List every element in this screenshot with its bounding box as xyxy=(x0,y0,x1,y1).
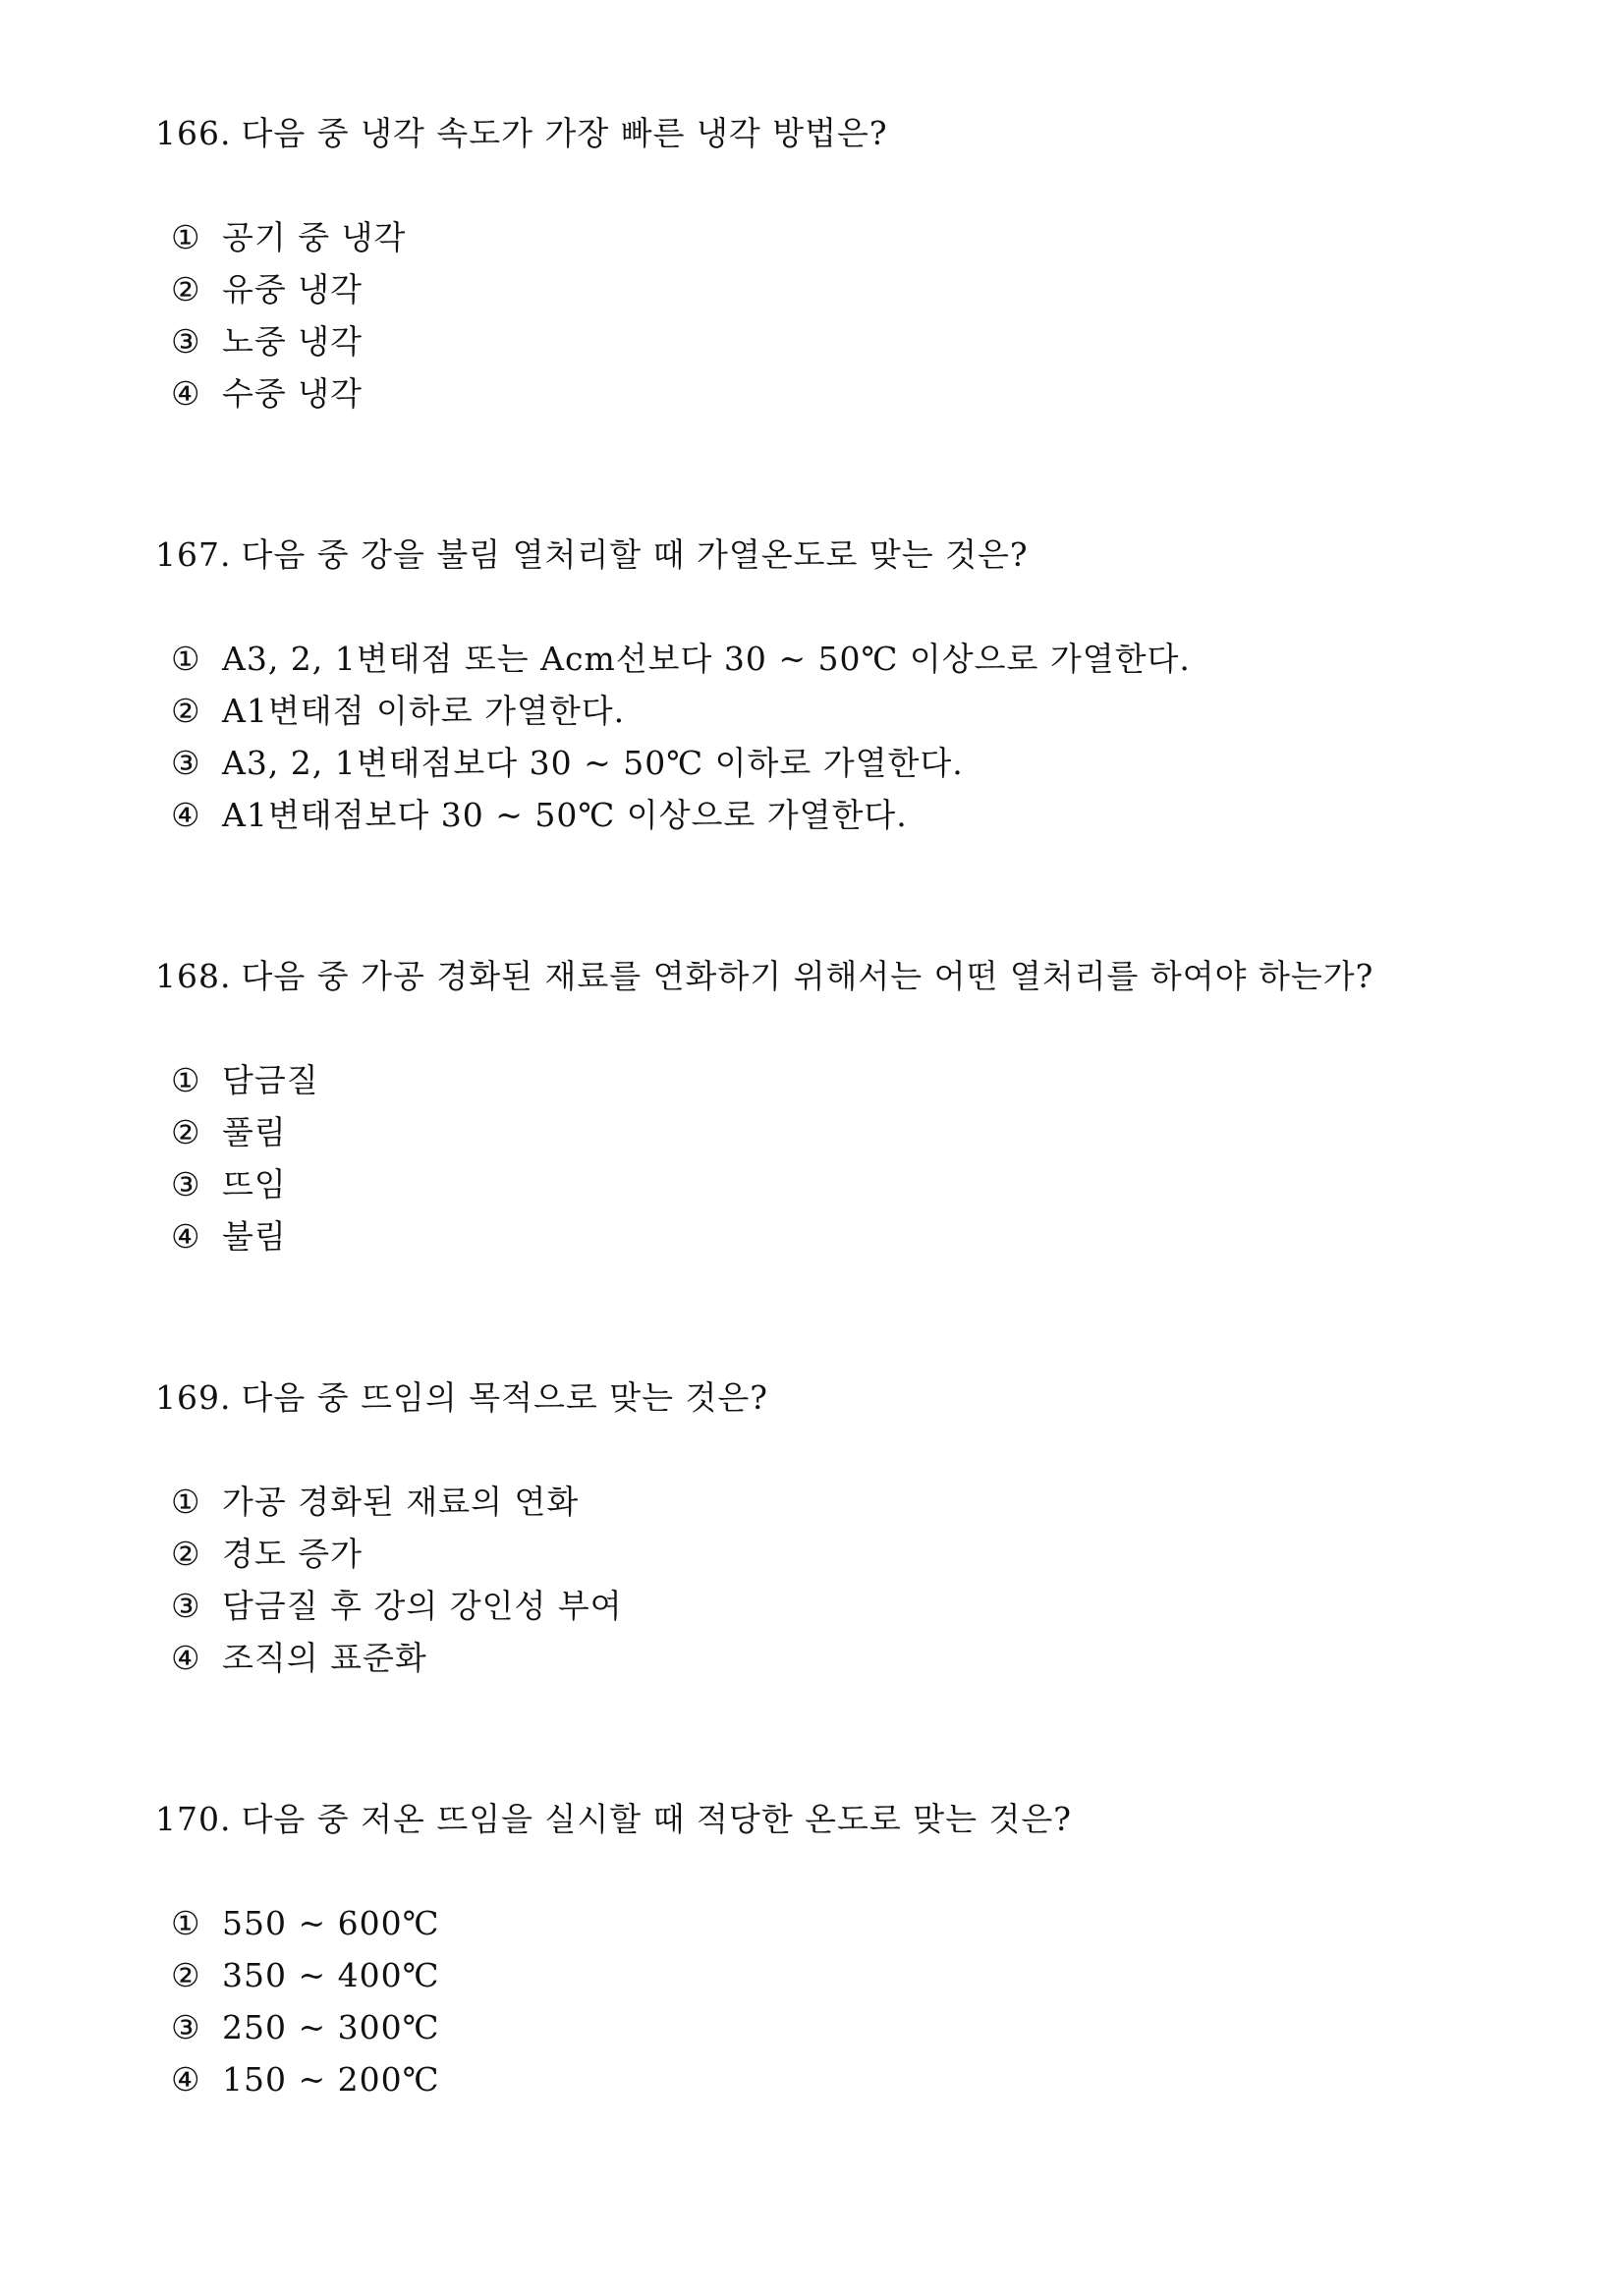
option-2 xyxy=(171,1956,1531,2008)
option-list xyxy=(155,1483,1531,1691)
option-1 xyxy=(171,640,1531,692)
option-text: 뜨임 xyxy=(222,1165,287,1204)
question-168 xyxy=(155,957,1531,1269)
option-4 xyxy=(171,374,1531,426)
option-mark: ① xyxy=(171,1061,201,1099)
question-169 xyxy=(155,1378,1531,1691)
question-stem xyxy=(155,114,1531,153)
option-mark: ① xyxy=(171,1904,201,1942)
option-mark: ③ xyxy=(171,744,201,782)
option-list xyxy=(155,218,1531,426)
option-text: 경도 증가 xyxy=(222,1535,364,1573)
question-stem xyxy=(155,1800,1531,1839)
option-text: 노중 냉각 xyxy=(222,322,364,361)
question-number: 170. xyxy=(155,1800,232,1838)
option-3 xyxy=(171,1587,1531,1639)
option-mark: ② xyxy=(171,1956,201,1994)
option-mark: ③ xyxy=(171,2008,201,2046)
option-4 xyxy=(171,1217,1531,1269)
option-2 xyxy=(171,1535,1531,1587)
option-text: 250 ~ 300℃ xyxy=(222,2008,440,2046)
option-text: 350 ~ 400℃ xyxy=(222,1956,440,1994)
option-text: A3, 2, 1변태점보다 30 ~ 50℃ 이하로 가열한다. xyxy=(222,744,964,782)
option-list xyxy=(155,1061,1531,1269)
option-text: 150 ~ 200℃ xyxy=(222,2060,440,2099)
option-mark: ③ xyxy=(171,322,201,361)
option-mark: ④ xyxy=(171,2060,201,2099)
option-4 xyxy=(171,2060,1531,2112)
question-text: 다음 중 강을 불림 열처리할 때 가열온도로 맞는 것은? xyxy=(241,535,1029,574)
option-3 xyxy=(171,1165,1531,1217)
question-text: 다음 중 가공 경화된 재료를 연화하기 위해서는 어떤 열처리를 하여야 하는가? xyxy=(241,957,1374,995)
option-text: 수중 냉각 xyxy=(222,374,364,413)
question-text: 다음 중 저온 뜨임을 실시할 때 적당한 온도로 맞는 것은? xyxy=(241,1800,1072,1838)
question-stem xyxy=(155,1378,1531,1418)
option-text: A1변태점보다 30 ~ 50℃ 이상으로 가열한다. xyxy=(222,796,908,834)
option-mark: ① xyxy=(171,218,201,256)
option-mark: ② xyxy=(171,270,201,308)
question-number: 168. xyxy=(155,957,232,995)
option-2 xyxy=(171,270,1531,322)
option-mark: ① xyxy=(171,1483,201,1521)
option-2 xyxy=(171,1113,1531,1165)
option-list xyxy=(155,1904,1531,2112)
option-text: 유중 냉각 xyxy=(222,270,364,308)
option-text: 가공 경화된 재료의 연화 xyxy=(222,1483,580,1521)
option-mark: ③ xyxy=(171,1587,201,1625)
option-text: 불림 xyxy=(222,1217,287,1256)
option-text: 550 ~ 600℃ xyxy=(222,1904,440,1942)
question-number: 166. xyxy=(155,114,232,152)
option-mark: ① xyxy=(171,640,201,678)
question-stem xyxy=(155,957,1531,996)
option-1 xyxy=(171,218,1531,270)
option-mark: ④ xyxy=(171,374,201,413)
option-mark: ④ xyxy=(171,796,201,834)
question-number: 167. xyxy=(155,535,232,574)
option-3 xyxy=(171,744,1531,796)
option-text: 풀림 xyxy=(222,1113,287,1151)
option-3 xyxy=(171,322,1531,374)
option-text: 조직의 표준화 xyxy=(222,1639,427,1677)
option-2 xyxy=(171,692,1531,744)
option-4 xyxy=(171,796,1531,848)
option-text: A1변태점 이하로 가열한다. xyxy=(222,692,626,730)
option-1 xyxy=(171,1061,1531,1113)
question-number: 169. xyxy=(155,1378,232,1417)
question-167 xyxy=(155,535,1531,848)
option-text: A3, 2, 1변태점 또는 Acm선보다 30 ~ 50℃ 이상으로 가열한다. xyxy=(222,640,1191,678)
option-1 xyxy=(171,1483,1531,1535)
option-4 xyxy=(171,1639,1531,1691)
question-stem xyxy=(155,535,1531,575)
option-mark: ② xyxy=(171,692,201,730)
option-mark: ② xyxy=(171,1535,201,1573)
option-mark: ③ xyxy=(171,1165,201,1204)
option-3 xyxy=(171,2008,1531,2060)
question-text: 다음 중 냉각 속도가 가장 빠른 냉각 방법은? xyxy=(241,114,888,152)
option-text: 담금질 후 강의 강인성 부여 xyxy=(222,1587,623,1625)
option-1 xyxy=(171,1904,1531,1956)
option-text: 담금질 xyxy=(222,1061,319,1099)
question-170 xyxy=(155,1800,1531,2112)
question-166 xyxy=(155,114,1531,426)
option-mark: ② xyxy=(171,1113,201,1151)
option-list xyxy=(155,640,1531,848)
question-text: 다음 중 뜨임의 목적으로 맞는 것은? xyxy=(241,1378,768,1417)
option-mark: ④ xyxy=(171,1639,201,1677)
option-text: 공기 중 냉각 xyxy=(222,218,407,256)
option-mark: ④ xyxy=(171,1217,201,1256)
